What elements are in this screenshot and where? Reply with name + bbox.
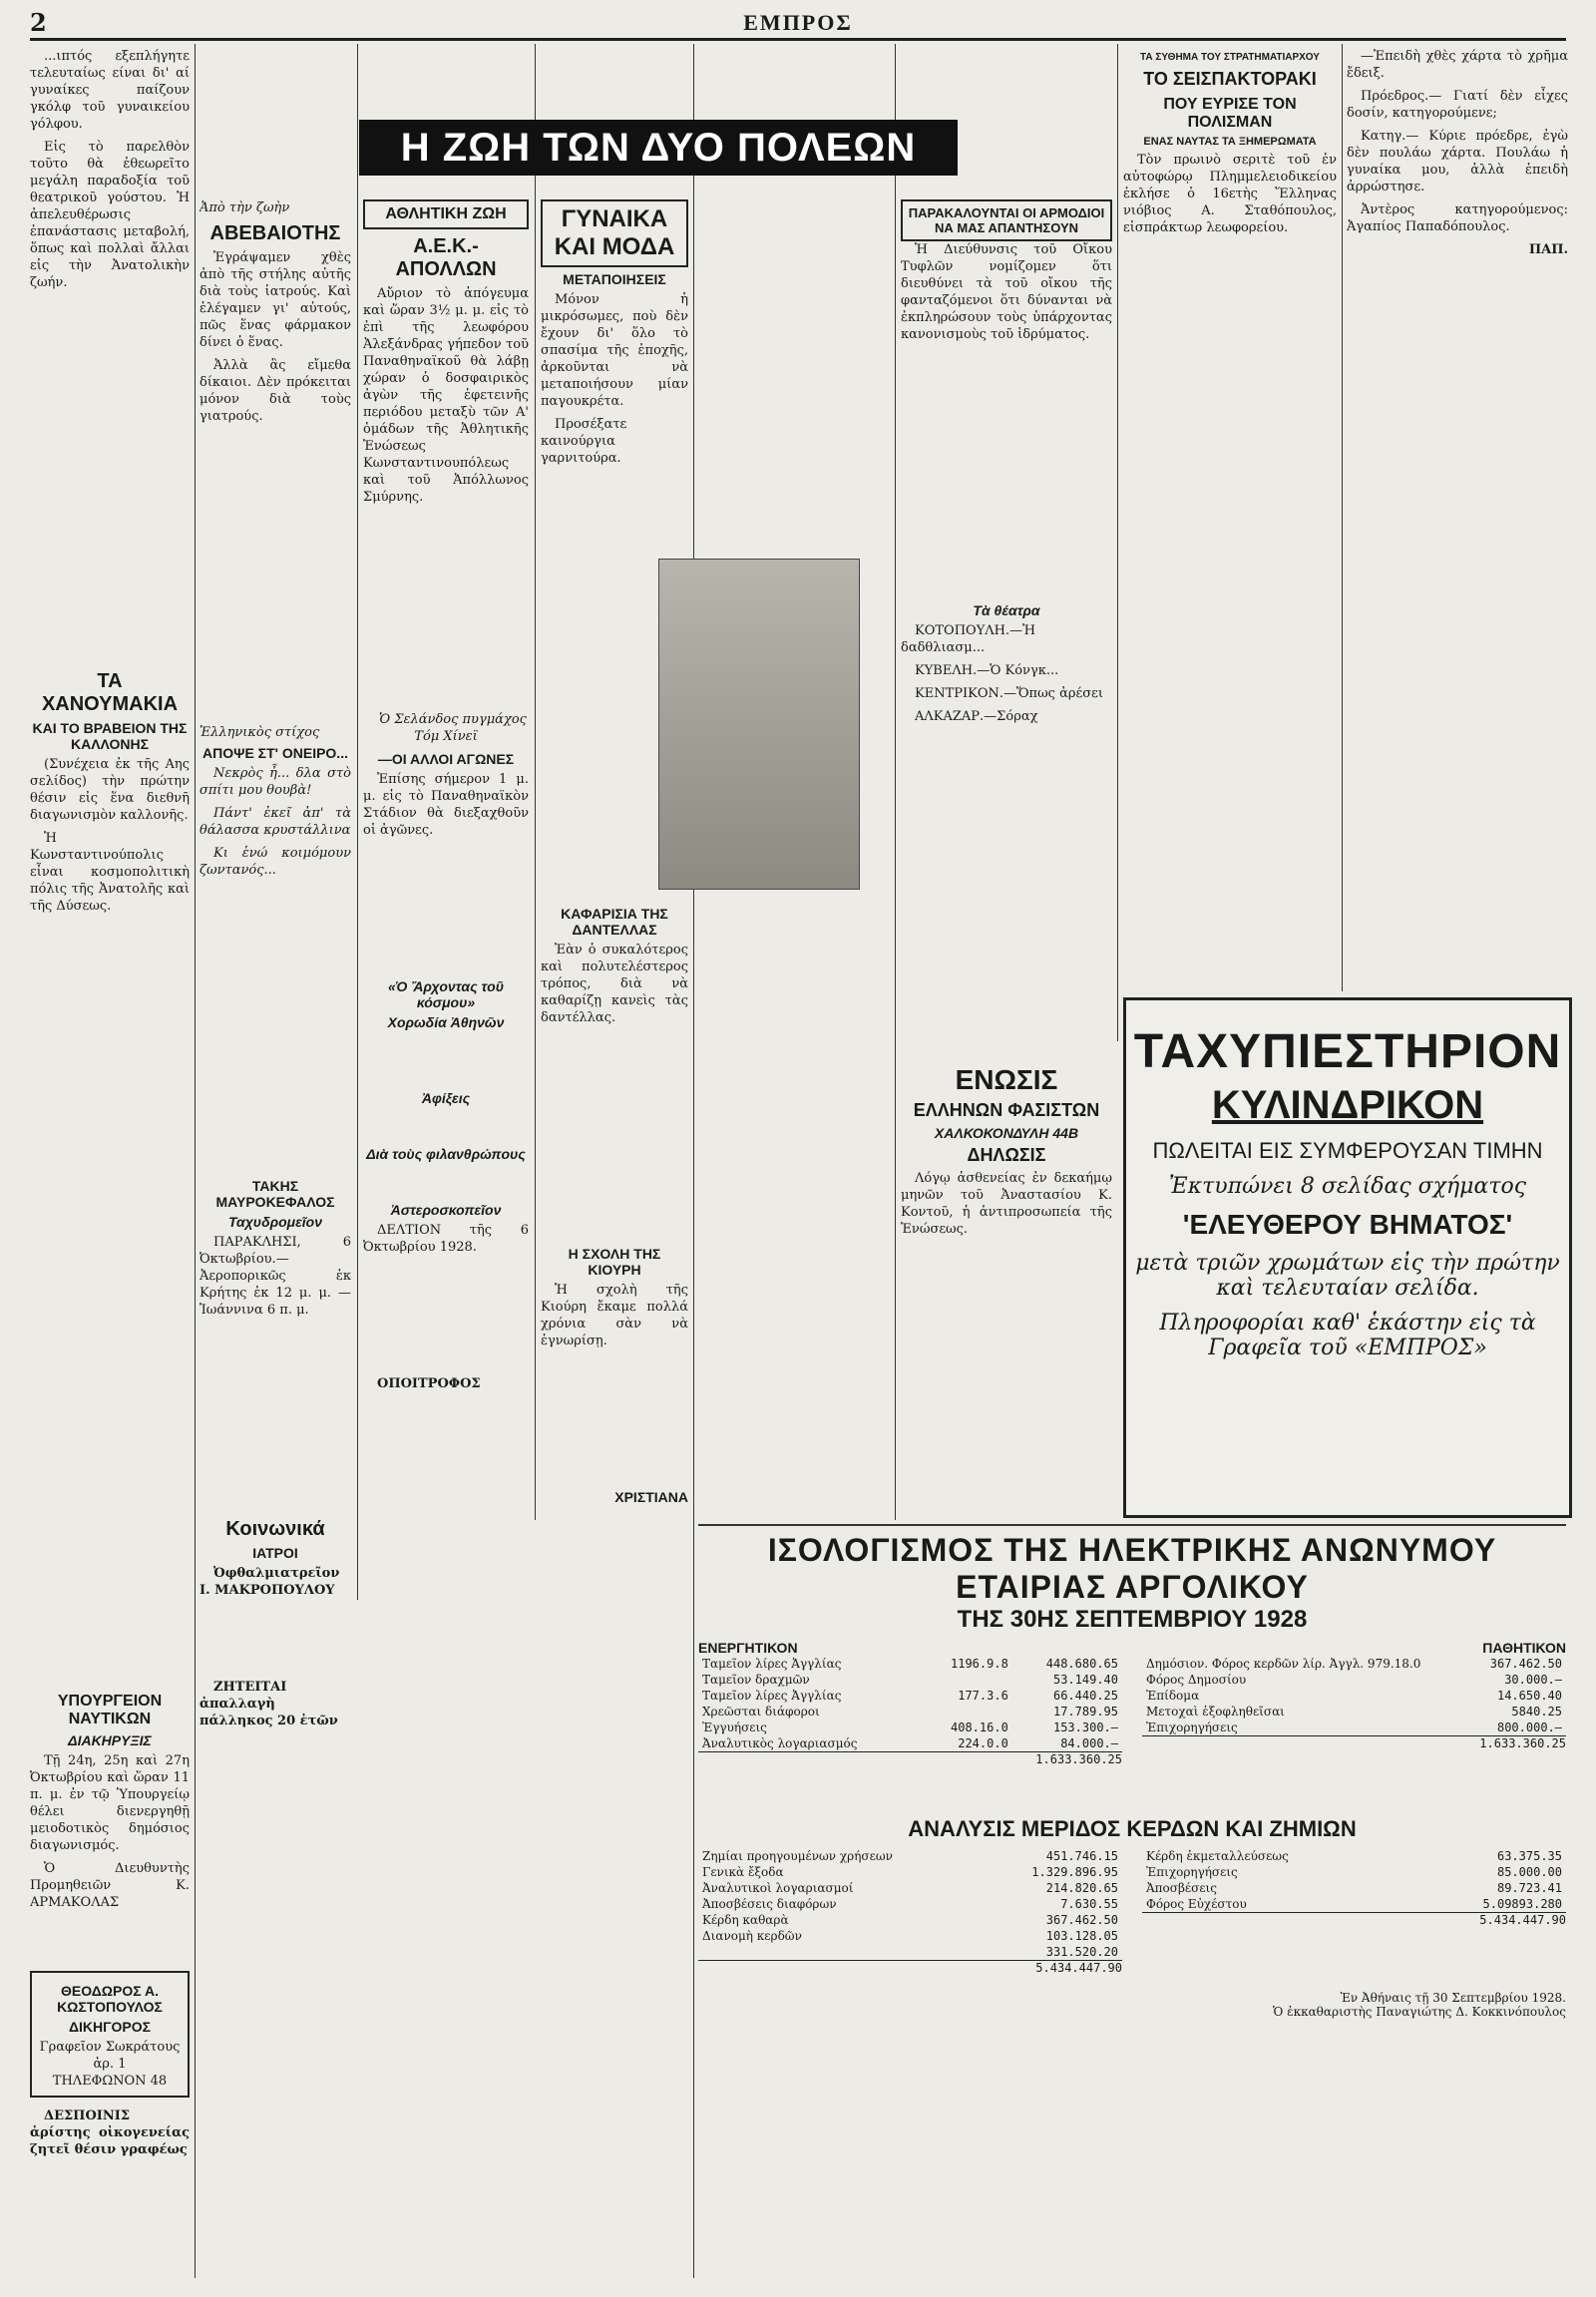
- row-amount: 53.149.40: [1052, 1673, 1118, 1687]
- table-row: [1142, 1704, 1566, 1720]
- passive-header: ΠΑΘΗΤΙΚΟΝ: [1482, 1640, 1566, 1656]
- lawyer-name: ΘΕΟΔΩΡΟΣ Α. ΚΩΣΤΟΠΟΥΛΟΣ: [57, 1983, 163, 2015]
- row-amount: [922, 1672, 1011, 1688]
- row-label: Μετοχαὶ ἐξοφληθεῖσαι: [1146, 1705, 1285, 1719]
- table-row: [698, 1896, 1122, 1912]
- col3-headline-charity: Διὰ τοὺς φιλανθρώπους: [366, 1146, 526, 1162]
- row-amount: 84.000.—: [1060, 1736, 1118, 1750]
- doctor-ad: Ὀφθαλμιατρεῖον Ι. ΜΑΚΡΟΠΟΥΛΟΥ: [200, 1566, 340, 1598]
- col4-paragraph: Προσέξατε καινούργια γαρνιτούρα.: [541, 417, 627, 466]
- balance-signature: Ὁ ἐκκαθαριστὴς Παναγιώτης Δ. Κοκκινόπουλος: [1273, 2005, 1566, 2019]
- table-row: [698, 1704, 1122, 1720]
- col1-paragraph: Ἡ Κωνσταντινούπολις εἶναι κοσμοπολιτικὴ πόλις τῆς Ἀνατολῆς καὶ τῆς Δύσεως.: [30, 831, 190, 914]
- table-row: [698, 1944, 1122, 1960]
- ad-line: ΠΩΛΕΙΤΑΙ ΕΙΣ ΣΥΜΦΕΡΟΥΣΑΝ ΤΙΜΗΝ: [1152, 1138, 1543, 1163]
- balance-title: ΙΣΟΛΟΓΙΣΜΟΣ ΤΗΣ ΗΛΕΚΤΡΙΚΗΣ ΑΝΩΝΥΜΟΥ ΕΤΑΙΡΙΑΣ ΑΡΓΟΛΙΚΟΥ: [767, 1532, 1497, 1605]
- row-amount: 1.329.896.95: [1031, 1865, 1118, 1879]
- weather-bulletin: ΔΕΛΤΙΟΝ τῆς 6 Ὀκτωβρίου 1928.: [363, 1223, 529, 1255]
- col1-headline-navy: ΥΠΟΥΡΓΕΙΟΝ ΝΑΥΤΙΚΩΝ: [57, 1693, 163, 1727]
- row-amount: 214.820.65: [1045, 1881, 1118, 1895]
- row-label: Ταμεῖον δραχμῶν: [702, 1673, 810, 1687]
- poet-name: ΤΑΚΗΣ ΜΑΥΡΟΚΕΦΑΛΟΣ: [215, 1178, 335, 1210]
- row-amount: 14.650.40: [1496, 1689, 1562, 1703]
- col2-poem-title: ΑΠΟΨΕ ΣΤ' ΟΝΕΙΡΟ...: [202, 745, 348, 761]
- classified-ad: ΔΕΣΠΟΙΝΙΣ ἀρίστης οἰκογενείας ζητεῖ θέσιν γραφέως: [30, 2108, 190, 2157]
- pl-left-table: [698, 1848, 1122, 1960]
- col6-headline: ΤΟ ΣΕΙΣΠΑΚΤΟΡΑΚΙ: [1143, 69, 1317, 89]
- col5-address: ΧΑΛΚΟΚΟΝΔΥΛΗ 44Β: [934, 1125, 1079, 1141]
- row-amount: 367.462.50: [1045, 1913, 1118, 1927]
- page-header: [30, 8, 1566, 41]
- photo-caption: Ὁ Σελάνδος πυγμάχος Τόμ Χίνεϊ: [379, 712, 527, 744]
- col5-paragraph: Ἡ Διεύθυνσις τοῦ Οἴκου Τυφλῶν νομίζομεν ὅτι διευθύνει τὰ τοῦ οἴκου τῆς φανταζόμενοι ὅτι δύνανται νὰ ἐκπληρώσουν τοὺς ὑπάρχοντας κανονισμοὺς τοῦ ἱδρύματος.: [901, 242, 1112, 342]
- row-label: Ταμεῖον λίρες Ἀγγλίας: [702, 1689, 842, 1703]
- table-row: [698, 1672, 1122, 1688]
- lawyer-address: Γραφεῖον Σωκράτους ἀρ. 1: [39, 2040, 181, 2072]
- col1-paragraph: Εἰς τὸ παρελθὸν τοῦτο θὰ ἐθεωρεῖτο μεγάλη παραδοξία τοῦ θεατρικοῦ γούστου. Ἡ ἀπελευθέρωσις ἐπανάστασις μεταβολή, ὅπως καὶ πολλαὶ ἄλλαι εἰς τὴν Ἀνατολικὴν ζωήν.: [30, 140, 190, 290]
- row-amount: 448.680.65: [1045, 1657, 1118, 1671]
- col2-section-label: Ἀπὸ τὴν ζωὴν: [200, 200, 290, 215]
- col2-headline: ΑΒΕΒΑΙΟΤΗΣ: [209, 222, 341, 244]
- col4-section-title: [541, 199, 688, 267]
- row-amount: 63.375.35: [1496, 1849, 1562, 1863]
- classified-ad: ΖΗΤΕΙΤΑΙ ἀπαλλαγὴ πάλληκος 20 ἐτῶν: [200, 1680, 338, 1728]
- ad-line: μετὰ τριῶν χρωμάτων εἰς τὴν πρώτην καὶ τελευταίαν σελίδα.: [1135, 1251, 1560, 1301]
- table-row: [1142, 1848, 1566, 1864]
- row-label: Δημόσιον. Φόρος κερδῶν λίρ. Ἀγγλ. 979.18.0: [1146, 1657, 1421, 1671]
- row-amount: 89.723.41: [1496, 1881, 1562, 1895]
- row-amount: 1196.9.8: [951, 1657, 1008, 1671]
- col5-headline-declaration: ΔΗΛΩΣΙΣ: [967, 1145, 1046, 1165]
- col1-subheadline-notice: ΔΙΑΚΗΡΥΞΙΣ: [68, 1732, 152, 1748]
- passive-total: 1.633.360.25: [1142, 1735, 1566, 1750]
- col4-headline-lace: ΚΑΦΑΡΙΣΙΑ ΤΗΣ ΔΑΝΤΕΛΛΑΣ: [561, 906, 668, 938]
- lawyer-phone: ΤΗΛΕΦΩΝΟΝ 48: [52, 2074, 168, 2089]
- row-amount: 800.000.—: [1496, 1721, 1562, 1734]
- table-row: [698, 1912, 1122, 1928]
- row-label: Ἐπίδομα: [1146, 1689, 1200, 1703]
- table-row: [1142, 1672, 1566, 1688]
- row-label: Φόρος Εὐχέστου: [1146, 1897, 1247, 1911]
- printing-press-ad: [1123, 997, 1572, 1518]
- col4-paragraph: Ἡ σχολὴ τῆς Κιούρη ἔκαμε πολλά χρόνια σὰν νὰ ἐγνωρίσῃ.: [541, 1283, 688, 1348]
- col7-paragraph: —Ἐπειδὴ χθὲς χάρτα τὸ χρῆμα ἔδειξ.: [1347, 49, 1568, 81]
- poem-line: Νεκρὸς ἦ... δλα στὸ σπίτι μου θουβὰ!: [200, 766, 351, 798]
- col2-headline-social: Κοινωνικά: [225, 1518, 325, 1540]
- table-row: [698, 1735, 1122, 1751]
- col6-subheadline: ΕΝΑΣ ΝΑΥΤΑΣ ΤΑ ΞΗΜΕΡΩΜΑΤΑ: [1143, 136, 1317, 148]
- profit-loss-columns: [698, 1848, 1566, 1975]
- row-amount: [922, 1704, 1011, 1720]
- row-amount: 66.440.25: [1052, 1689, 1118, 1703]
- row-amount: 30.000.—: [1504, 1673, 1562, 1687]
- col3-paragraph: Ἐπίσης σήμερον 1 μ. μ. εἰς τὸ Παναθηναϊκὸν Στάδιον θὰ διεξαχθοῦν οἱ ἀγῶνες.: [363, 772, 529, 838]
- active-side: [698, 1640, 1122, 1766]
- col3-paragraph: Αὔριον τὸ ἀπόγευμα καὶ ὥραν 3½ μ. μ. εἰς τὸ ἐπὶ τῆς λεωφόρου Ἀλεξάνδρας γήπεδον τοῦ Παναθηναϊκοῦ θὰ λάβῃ χώραν ὁ δοσφαιρικὸς ἀγὼν τῆς ἐφετεινῆς περιόδου μεταξὺ τῶν Α' ὁμάδων τῆς Ἀθλητικῆς Ἑνώσεως Κωνσταντινουπόλεως καὶ τοῦ Ἀπόλλωνος Σμύρνης.: [363, 286, 529, 505]
- ad-headline: ΤΑΧΥΠΙΕΣΤΗΡΙΟΝ: [1133, 1025, 1562, 1078]
- active-total: 1.633.360.25: [698, 1751, 1122, 1766]
- row-label: [698, 1944, 986, 1960]
- balance-place-date: Ἐν Ἀθήναις τῇ 30 Σεπτεμβρίου 1928.: [1340, 1991, 1566, 2005]
- col5-boxed-headline: ΠΑΡΑΚΑΛΟΥΝΤΑΙ ΟΙ ΑΡΜΟΔΙΟΙ ΝΑ ΜΑΣ ΑΠΑΝΤΗΣΟΥΝ: [901, 199, 1112, 241]
- poem-line: Πάντ' ἐκεῖ ἀπ' τὰ θάλασσα κρυστάλλινα: [200, 806, 351, 838]
- ad-subheadline: ΚΥΛΙΝΔΡΙΚΟΝ: [1211, 1083, 1484, 1127]
- col2-headline-post: Ταχυδρομεῖον: [227, 1214, 323, 1230]
- row-label: Ἀναλυτικὸς λογαριασμός: [702, 1736, 858, 1750]
- column-2: [200, 199, 351, 2274]
- col1-paragraph: Τῇ 24η, 25η καὶ 27η Ὀκτωβρίου καὶ ὥραν 11 π. μ. ἐν τῷ Ὑπουργείῳ θέλει διενεργηθῇ μειοδοτικὸς δημόσιος διαγωνισμός.: [30, 1753, 190, 1853]
- active-table: [698, 1656, 1122, 1751]
- row-label: Ἐπιχορηγήσεις: [1146, 1865, 1238, 1879]
- row-amount: 153.300.—: [1052, 1721, 1118, 1734]
- passive-side: [1142, 1640, 1566, 1766]
- col1-paragraph: Ὁ Διευθυντὴς Προμηθειῶν Κ. ΑΡΜΑΚΟΛΑΣ: [30, 1861, 190, 1910]
- row-label: Ἐγγυήσεις: [702, 1721, 767, 1734]
- col6-headline-line2: ΠΟΥ ΕΥΡΙΣΕ ΤΟΝ ΠΟΛΙΣΜΑΝ: [1163, 96, 1297, 131]
- pl-left: [698, 1848, 1122, 1975]
- col4-headline: ΜΕΤΑΠΟΙΗΣΕΙΣ: [563, 271, 666, 287]
- column-7: [1347, 48, 1568, 985]
- col4-headline-school: Η ΣΧΟΛΗ ΤΗΣ ΚΙΟΥΡΗ: [568, 1246, 661, 1278]
- lawyer-ad: [30, 1971, 190, 2098]
- masthead: ΕΜΠΡΟΣ: [743, 10, 853, 35]
- row-label: Ἀποσβέσεις διαφόρων: [702, 1897, 837, 1911]
- active-header: ΕΝΕΡΓΗΤΙΚΟΝ: [698, 1640, 798, 1656]
- row-label: Κέρδη ἐκμεταλλεύσεως: [1146, 1849, 1289, 1863]
- table-row: [1142, 1688, 1566, 1704]
- col1-paragraph: (Συνέχεια ἐκ τῆς Αης σελίδος) τὴν πρώτην θέσιν εἰς ἕνα διεθνῆ διαγωνισμὸν καλλονῆς.: [30, 757, 190, 823]
- balance-sheet: [698, 1532, 1566, 2270]
- col4-signature: ΧΡΙΣΤΙΑΝΑ: [614, 1489, 688, 1505]
- profit-loss-title: ΑΝΑΛΥΣΙΣ ΜΕΡΙΔΟΣ ΚΕΡΔΩΝ ΚΑΙ ΖΗΜΙΩΝ: [908, 1816, 1357, 1841]
- col1-paragraph: ...ιπτός εξεπλήγητε τελευταίως είναι δι' αί γυναίκες παίζουν γκόλφ τοῦ γυναικείου γόλφου.: [30, 49, 190, 132]
- col4-paragraph: Μόνον ἡ μικρόσωμες, ποὺ δὲν ἔχουν δι' ὅλο τὸ σπασίμα τῆς ἐποχῆς, ἀρκοῦνται νὰ μεταποιήσουν μίαν παγουκρέτα.: [541, 292, 688, 409]
- col2-section-label: Ἐλληνικὸς στίχος: [200, 725, 320, 740]
- table-row: [1142, 1880, 1566, 1896]
- poem-line: Κι ἑνώ κοιμόμουν ζωντανός...: [200, 846, 351, 878]
- pl-right-table: [1142, 1848, 1566, 1912]
- col5-headline-union: ΕΝΩΣΙΣ: [955, 1064, 1058, 1095]
- table-row: [698, 1848, 1122, 1864]
- theatre-listing: ΚΟΤΟΠΟΥΛΗ.—Ἡ δαδθλιασμ...: [901, 623, 1036, 655]
- row-amount: 331.520.20: [1045, 1945, 1118, 1959]
- col6-paragraph: Τὸν πρωινὸ σεριτὲ τοῦ ἐν αὐτοφώρῳ Πλημμελειοδικείου ἐκλήσε ὁ 16ετὴς Ἕλληνας νιόβιος Α. Σταθόπουλος, εἰσπράκτωρ λεωφορείου.: [1123, 153, 1337, 235]
- table-row: [1142, 1656, 1566, 1672]
- passive-table: [1142, 1656, 1566, 1735]
- row-label: Ἀναλυτικοὶ λογαριασμοί: [702, 1881, 854, 1895]
- ad-line: Ἐκτυπώνει 8 σελίδας σχήματος: [1168, 1174, 1527, 1199]
- table-row: [1142, 1864, 1566, 1880]
- col4-paragraph: Ἐὰν ὁ συκαλότερος καὶ πολυτελέστερος τρόπος, διὰ νὰ καθαρίζῃ κανεὶς τὰς δαντέλλας.: [541, 943, 688, 1025]
- balance-columns: [698, 1640, 1566, 1766]
- balance-date-title: ΤΗΣ 30ΗΣ ΣΕΠΤΕΜΒΡΙΟΥ 1928: [957, 1606, 1308, 1633]
- table-row: [698, 1720, 1122, 1735]
- row-label: Ἀποσβέσεις: [1146, 1881, 1217, 1895]
- col4-title-line: ΚΑΙ ΜΟΔΑ: [554, 233, 675, 260]
- row-amount: 17.789.95: [1052, 1705, 1118, 1719]
- col1-headline: ΤΑ ΧΑΝΟΥΜΑΚΙΑ: [41, 670, 179, 715]
- col7-paragraph: Κατηγ.— Κύριε πρόεδρε, ἐγὼ δὲν πουλάω χάρτα. Πουλάω ἡ γυναίκα μου, ἀλλὰ ἐπειδὴ ἀρρώστησε.: [1347, 129, 1568, 194]
- column-5: [901, 199, 1112, 1516]
- table-row: [698, 1880, 1122, 1896]
- column-3: [363, 199, 529, 1516]
- column-1: [30, 48, 190, 2282]
- table-row: [1142, 1720, 1566, 1735]
- col3-headline-other: —ΟΙ ΑΛΛΟΙ ΑΓΩΝΕΣ: [377, 751, 515, 767]
- col4-title-line: ΓΥΝΑΙΚΑ: [561, 205, 668, 232]
- col5-paragraph: Λόγῳ ἀσθενείας ἐν δεκαήμῳ μηνῶν τοῦ Ἀναστασίου Κ. Κοντοῦ, ἡ ἀντιπροσωπεία τῆς Ἑνώσεως.: [901, 1171, 1112, 1237]
- col5-subheadline-fascists: ΕΛΛΗΝΩΝ ΦΑΣΙΣΤΩΝ: [913, 1100, 1100, 1120]
- col7-paragraph: Ἀντὲρος κατηγορούμενος: Ἀγαπίος Παπαδόπουλος.: [1347, 202, 1568, 234]
- table-row: [1142, 1896, 1566, 1912]
- pl-right-total: 5.434.447.90: [1142, 1912, 1566, 1927]
- section-banner: Η ΖΩΗ ΤΩΝ ΔΥΟ ΠΟΛΕΩΝ: [359, 120, 958, 176]
- col7-paragraph: Πρόεδρος.— Γιατί δὲν εἶχες δοσίν, κατηγορούμενε;: [1347, 89, 1568, 121]
- col3-section-title: ΑΘΛΗΤΙΚΗ ΖΩΗ: [363, 199, 529, 229]
- pl-left-total: 5.434.447.90: [698, 1960, 1122, 1975]
- col3-headline-play: «Ὁ Ἄρχοντας τοῦ κόσμου»: [387, 978, 505, 1010]
- row-label: Διανομὴ κερδῶν: [702, 1929, 802, 1943]
- row-amount: 85.000.00: [1496, 1865, 1562, 1879]
- row-amount: 177.3.6: [958, 1689, 1008, 1703]
- theatre-listing: ΚΕΝΤΡΙΚΟΝ.—Ὅπως ἀρέσει: [915, 686, 1103, 701]
- col3-headline: Α.Ε.Κ.-ΑΠΟΛΛΩΝ: [395, 235, 497, 280]
- row-amount: 5.09893.280: [1482, 1897, 1562, 1911]
- row-amount: 103.128.05: [1045, 1929, 1118, 1943]
- row-label: Ζημίαι προηγουμένων χρήσεων: [702, 1849, 893, 1863]
- col2-paragraph: ΠΑΡΑΚΛΗΣΙ, 6 Ὀκτωβρίου.— Ἀεροπορικῶς ἐκ Κρήτης ἐκ 12 μ. μ. — Ἰωάννινα 6 π. μ.: [200, 1235, 351, 1318]
- table-row: [698, 1928, 1122, 1944]
- col3-headline-choir: Χορωδία Ἀθηνῶν: [387, 1014, 505, 1030]
- col1-subheadline: ΚΑΙ ΤΟ ΒΡΑΒΕΙΟΝ ΤΗΣ ΚΑΛΛΟΝΗΣ: [32, 720, 188, 752]
- col5-headline-theatres: Τὰ θέατρα: [973, 602, 1040, 618]
- col2-paragraph: Ἐγράψαμεν χθὲς ἀπὸ τῆς στήλης αὐτῆς διὰ τοὺς ἰατρούς. Καὶ ἐλέγαμεν γι' αὐτούς, πῶς ἕνας φάρμακον δίνει ὁ ἕνας.: [200, 250, 351, 350]
- row-amount: 451.746.15: [1045, 1849, 1118, 1863]
- col7-signature: ΠΑΠ.: [1528, 242, 1568, 257]
- row-amount: 367.462.50: [1489, 1657, 1562, 1671]
- row-amount: 224.0.0: [958, 1736, 1008, 1750]
- column-6: [1123, 48, 1337, 985]
- row-label: Φόρος Δημοσίου: [1146, 1673, 1247, 1687]
- table-row: [698, 1864, 1122, 1880]
- table-row: [698, 1688, 1122, 1704]
- col2-paragraph: Ἀλλὰ ἂς εἴμεθα δίκαιοι. Δὲν πρόκειται μόνον διὰ τοὺς γιατρούς.: [200, 358, 351, 424]
- theatre-listing: ΑΛΚΑΖΑΡ.—Σόραχ: [915, 709, 1038, 724]
- table-row: [698, 1656, 1122, 1672]
- row-amount: 408.16.0: [951, 1721, 1008, 1734]
- row-amount: 7.630.55: [1060, 1897, 1118, 1911]
- row-label: Ἐπιχορηγήσεις: [1146, 1721, 1238, 1734]
- row-label: Ταμεῖον λίρες Ἀγγλίας: [702, 1657, 842, 1671]
- ad-line: 'ΕΛΕΥΘΕΡΟΥ ΒΗΜΑΤΟΣ': [1182, 1209, 1513, 1240]
- row-label: Κέρδη καθαρὰ: [702, 1913, 789, 1927]
- page-number: 2: [30, 8, 47, 37]
- theatre-listing: ΚΥΒΕΛΗ.—Ὁ Κόνγκ...: [915, 663, 1059, 678]
- col2-subheadline-doctors: ΙΑΤΡΟΙ: [252, 1545, 298, 1561]
- fashion-photo: [658, 559, 860, 890]
- pl-right: [1142, 1848, 1566, 1975]
- col3-footer: ΟΠΟΙΤΡΟΦΟΣ: [377, 1376, 481, 1391]
- col6-kicker: ΤΑ ΣΥΘΗΜΑ ΤΟΥ ΣΤΡΑΤΗΜΑΤΙΑΡΧΟΥ: [1140, 52, 1320, 63]
- col3-headline-observatory: Ἀστεροσκοπεῖον: [390, 1202, 502, 1218]
- ad-line: Πληροφορίαι καθ' ἑκάστην εἰς τὰ Γραφεῖα τοῦ «ΕΜΠΡΟΣ»: [1159, 1311, 1536, 1360]
- row-amount: 5840.25: [1511, 1705, 1562, 1719]
- lawyer-title: ΔΙΚΗΓΟΡΟΣ: [68, 2019, 152, 2035]
- row-label: Γενικὰ ἔξοδα: [702, 1865, 784, 1879]
- col3-headline-arrivals: Ἀφίξεις: [421, 1090, 471, 1106]
- row-label: Χρεῶσται διάφοροι: [702, 1705, 820, 1719]
